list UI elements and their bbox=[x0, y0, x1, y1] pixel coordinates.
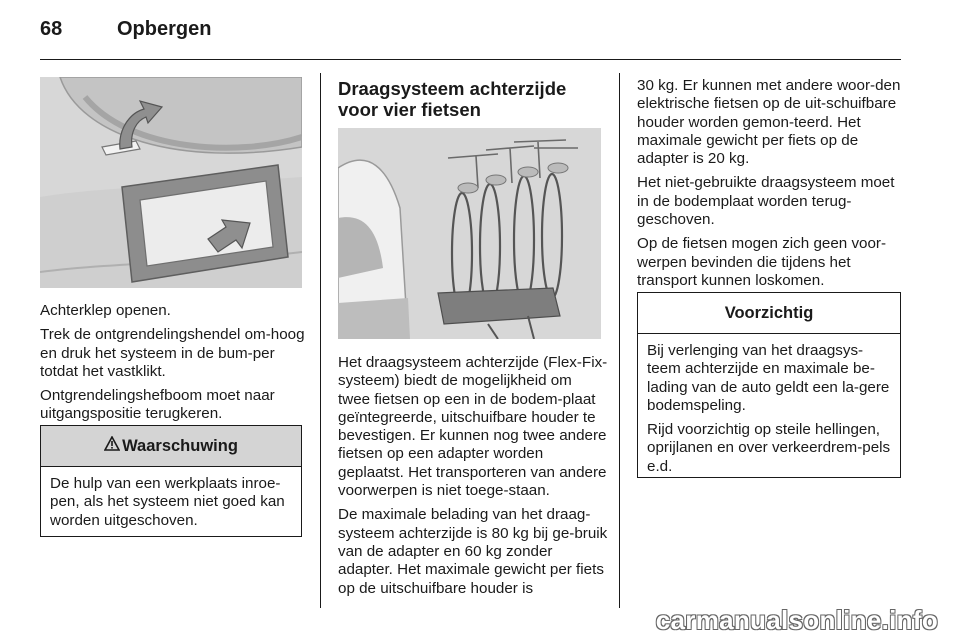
page-number: 68 bbox=[40, 18, 63, 40]
page-title: Opbergen bbox=[117, 18, 212, 40]
caution-box bbox=[637, 292, 901, 478]
warning-box bbox=[40, 425, 302, 537]
middle-text bbox=[338, 354, 608, 604]
column-divider-left bbox=[320, 73, 321, 608]
warning-triangle-icon bbox=[104, 436, 120, 456]
caution-box-text: Bij verlenging van het draagsys-teem achterzijde en maximale be-lading van de auto geldt een la-gere bodemspeling. bbox=[647, 342, 890, 414]
warning-box-title: Waarschuwing bbox=[122, 436, 238, 455]
watermark: carmanualsonline.info bbox=[655, 605, 938, 635]
tailgate-latch-illustration bbox=[40, 77, 302, 288]
right-text bbox=[637, 77, 907, 296]
section-heading: Draagsysteem achterzijde voor vier fietsen bbox=[338, 78, 567, 120]
caution-box-body bbox=[638, 334, 900, 476]
paragraph: De maximale belading van het draag-systeem achterzijde is 80 kg bij ge-bruik van de adapter en 60 kg zonder adapter. Het maximale gewicht per fiets op de uitschuifbare houder is bbox=[338, 506, 608, 597]
four-bike-carrier-photo bbox=[338, 128, 601, 339]
paragraph: Het niet-gebruikte draagsysteem moet in de bodemplaat worden terug-geschoven. bbox=[637, 174, 895, 229]
header-divider bbox=[40, 59, 901, 60]
caution-box-header bbox=[638, 293, 900, 334]
paragraph: Trek de ontgrendelingshendel om-hoog en druk het systeem in de bum-per totdat het vastklikt. bbox=[40, 326, 305, 380]
paragraph: 30 kg. Er kunnen met andere woor-den elektrische fietsen op de uit-schuifbare houder worden gemon-teerd. Het maximale gewicht per fiets op de adapter is 20 kg. bbox=[637, 77, 901, 168]
column-divider-right bbox=[619, 73, 620, 608]
paragraph: Het draagsysteem achterzijde (Flex-Fix-systeem) biedt de mogelijkheid om twee fietsen op een in de bodem-plaat geïntegreerde, uitschuifbare houder te bevestigen. Er kunnen nog twee andere fietsen op een adapter worden geplaatst. Het transporteren van andere voorwerpen is niet toege-staan. bbox=[338, 354, 608, 500]
warning-box-text: De hulp van een werkplaats inroe-pen, als het systeem niet goed kan worden uitgeschoven. bbox=[50, 475, 285, 529]
caution-box-title: Voorzichtig bbox=[724, 303, 814, 322]
left-text bbox=[40, 302, 306, 430]
paragraph: Op de fietsen mogen zich geen voor-werpen bevinden die tijdens het transport kunnen loskomen. bbox=[637, 235, 887, 289]
warning-box-header bbox=[41, 426, 301, 467]
paragraph: Achterklep openen. bbox=[40, 302, 171, 319]
paragraph: Ontgrendelingshefboom moet naar uitgangspositie terugkeren. bbox=[40, 387, 275, 423]
warning-box-body bbox=[41, 467, 301, 530]
caution-box-text: Rijd voorzichtig op steile hellingen, oprijlanen en over verkeerdrem-pels e.d. bbox=[647, 421, 891, 475]
